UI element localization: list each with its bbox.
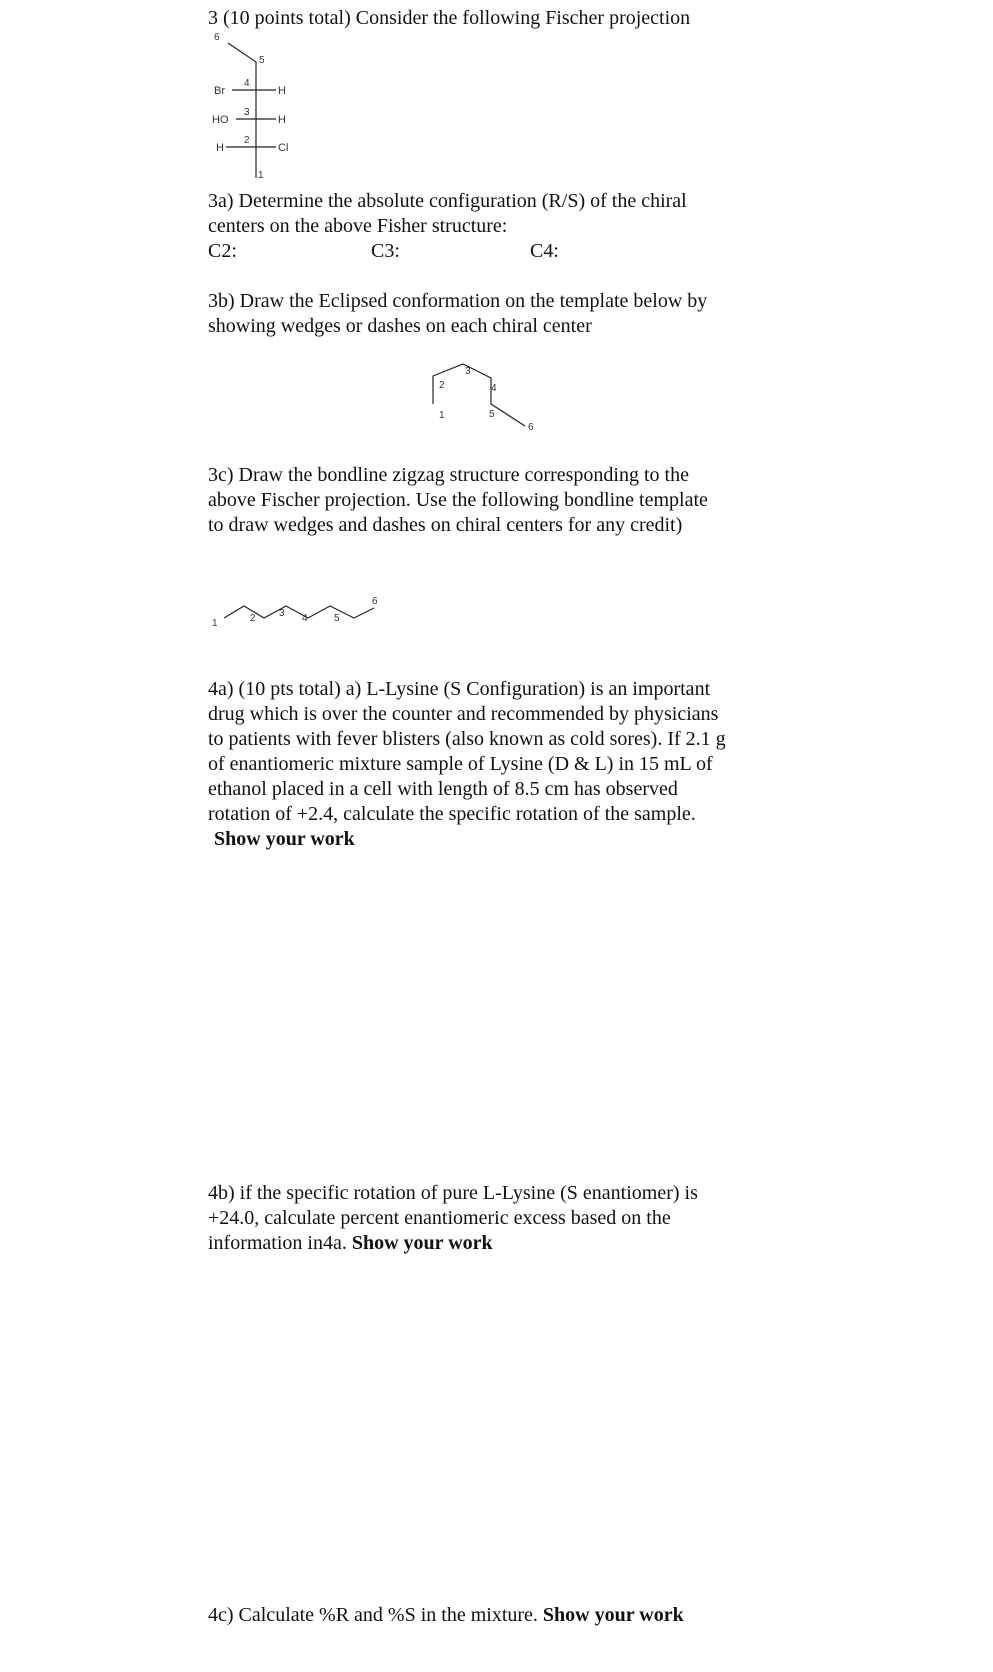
- question-3-title: 3 (10 points total) Consider the following Fischer projection: [208, 7, 691, 29]
- q3c-prompt-line3: to draw wedges and dashes on chiral centers for any credit): [208, 514, 683, 536]
- zigzag-label-3: 3: [279, 608, 285, 619]
- q4a-show-work-text: Show your work: [214, 828, 355, 850]
- q3a-blank-c3: C3:: [371, 240, 400, 262]
- q3c-prompt-line1: 3c) Draw the bondline zigzag structure corresponding to the: [208, 464, 689, 486]
- fischer-label-c1: 1: [258, 170, 264, 181]
- substituent-cl: Cl: [278, 142, 289, 154]
- eclipsed-template-skeleton: [433, 364, 525, 426]
- q4a-line1: 4a) (10 pts total) a) L-Lysine (S Configuration) is an important: [208, 678, 711, 700]
- substituent-ho: HO: [212, 114, 229, 126]
- eclipsed-conformation-template: [425, 358, 555, 448]
- q4a-line5: ethanol placed in a cell with length of 8.5 cm has observed: [208, 778, 678, 800]
- q4b-line2: +24.0, calculate percent enantiomeric excess based on the: [208, 1207, 671, 1229]
- q4c-prompt: [208, 1603, 684, 1628]
- zigzag-bondline-template: [208, 588, 398, 638]
- substituent-h-c4: H: [278, 85, 286, 97]
- fischer-label-c3: 3: [244, 107, 250, 118]
- q3a-blank-c4: C4:: [530, 240, 559, 262]
- q4a-line2: drug which is over the counter and recommended by physicians: [208, 703, 719, 725]
- eclipsed-label-3: 3: [465, 366, 471, 377]
- fischer-label-c4: 4: [244, 78, 250, 89]
- eclipsed-label-2: 2: [439, 380, 445, 391]
- substituent-br: Br: [214, 85, 225, 97]
- q3c-prompt-line2: above Fischer projection. Use the following bondline template: [208, 489, 708, 511]
- eclipsed-label-1: 1: [439, 410, 445, 421]
- q4a-line6: rotation of +2.4, calculate the specific rotation of the sample.: [208, 803, 696, 825]
- q4b-show-work-text: Show your work: [351, 1232, 493, 1254]
- zigzag-label-1: 1: [212, 618, 218, 629]
- q3a-prompt-line2: centers on the above Fisher structure:: [208, 215, 508, 237]
- q3a-prompt-line1: 3a) Determine the absolute configuration (R/S) of the chiral: [208, 190, 687, 212]
- q4a-show-work: [214, 827, 355, 852]
- fischer-label-c2: 2: [244, 135, 250, 146]
- eclipsed-label-4: 4: [491, 383, 497, 394]
- q3b-prompt-line1: 3b) Draw the Eclipsed conformation on the template below by: [208, 290, 708, 312]
- fischer-projection: [200, 28, 320, 198]
- q4c-show-work-text: Show your work: [542, 1604, 684, 1626]
- q4b-line3-text: information in4a.: [208, 1232, 347, 1254]
- q4a-line3: to patients with fever blisters (also known as cold sores). If 2.1 g: [208, 728, 726, 750]
- zigzag-label-2: 2: [250, 613, 256, 624]
- q4c-text: 4c) Calculate %R and %S in the mixture.: [208, 1604, 538, 1626]
- fischer-label-c6: 6: [214, 32, 220, 43]
- q4b-line3: [208, 1231, 493, 1256]
- q3a-blank-c2: C2:: [208, 240, 237, 262]
- zigzag-label-6: 6: [372, 596, 378, 607]
- fischer-label-c5: 5: [259, 55, 265, 66]
- zigzag-label-5: 5: [334, 613, 340, 624]
- substituent-h-c2: H: [216, 142, 224, 154]
- substituent-h-c3: H: [278, 114, 286, 126]
- q4b-line1: 4b) if the specific rotation of pure L-Lysine (S enantiomer) is: [208, 1182, 698, 1204]
- eclipsed-label-5: 5: [489, 409, 495, 420]
- q3b-prompt-line2: showing wedges or dashes on each chiral center: [208, 315, 592, 337]
- bond-c6-c5: [228, 43, 256, 62]
- eclipsed-label-6: 6: [528, 422, 534, 433]
- zigzag-label-4: 4: [302, 613, 308, 624]
- q4a-line4: of enantiomeric mixture sample of Lysine (D & L) in 15 mL of: [208, 753, 713, 775]
- zigzag-template-skeleton: [224, 606, 374, 618]
